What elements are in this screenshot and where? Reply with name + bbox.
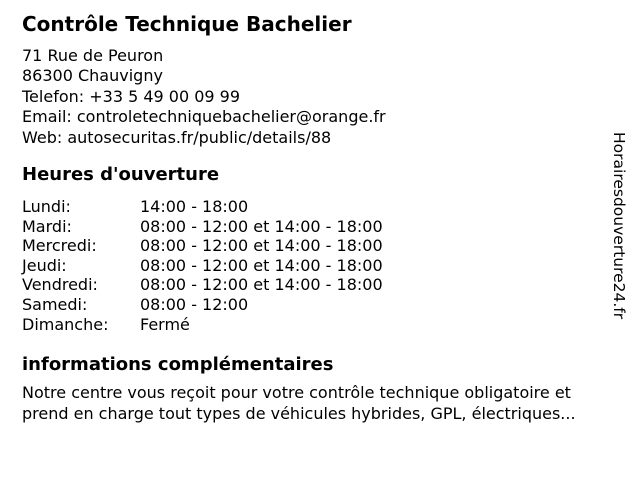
- site-watermark: Horairesdouverture24.fr: [610, 132, 628, 320]
- time-value: 08:00 - 12:00 et 14:00 - 18:00: [140, 255, 383, 275]
- hours-table: [22, 197, 618, 334]
- additional-info-heading: informations complémentaires: [22, 354, 334, 376]
- hours-row-thursday: [22, 256, 618, 276]
- email-line: Email: controletechniquebachelier@orange.fr: [22, 107, 386, 127]
- phone-line: Telefon: +33 5 49 00 09 99: [22, 86, 241, 106]
- hours-row-monday: [22, 197, 618, 217]
- hours-heading: Heures d'ouverture: [22, 164, 220, 186]
- main-content: [22, 12, 618, 424]
- day-label: Lundi:: [22, 197, 71, 217]
- time-value: 14:00 - 18:00: [140, 197, 249, 217]
- contact-block: [22, 46, 618, 148]
- day-label: Mercredi:: [22, 236, 97, 256]
- additional-info-text: Notre centre vous reçoit pour votre contrôle technique obligatoire et prend en charge tout types de véhicules hybrides, GPL, électriques...: [22, 383, 576, 423]
- time-value: 08:00 - 12:00 et 14:00 - 18:00: [140, 236, 383, 256]
- day-label: Dimanche:: [22, 314, 109, 334]
- time-value: Fermé: [140, 314, 190, 334]
- day-label: Vendredi:: [22, 275, 98, 295]
- time-value: 08:00 - 12:00: [140, 295, 249, 314]
- hours-row-friday: [22, 275, 618, 295]
- hours-row-sunday: [22, 315, 618, 335]
- web-line: Web: autosecuritas.fr/public/details/88: [22, 127, 332, 147]
- day-label: Mardi:: [22, 216, 72, 236]
- hours-row-saturday: [22, 295, 618, 315]
- time-value: 08:00 - 12:00 et 14:00 - 18:00: [140, 216, 383, 236]
- address-street: 71 Rue de Peuron: [22, 46, 164, 65]
- hours-row-wednesday: [22, 236, 618, 256]
- hours-row-tuesday: [22, 217, 618, 237]
- time-value: 08:00 - 12:00 et 14:00 - 18:00: [140, 275, 383, 295]
- page-title: Contrôle Technique Bachelier: [22, 12, 352, 36]
- day-label: Samedi:: [22, 295, 88, 314]
- address-city: 86300 Chauvigny: [22, 66, 163, 86]
- day-label: Jeudi:: [22, 255, 67, 275]
